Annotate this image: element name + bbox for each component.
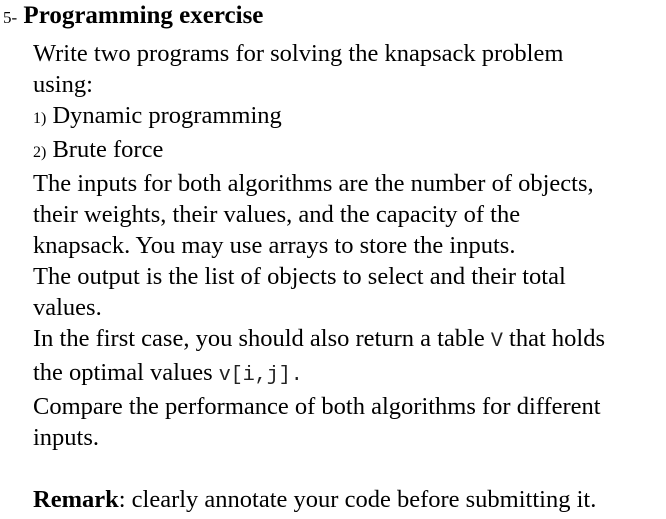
table-name-code: V (490, 330, 503, 353)
remark-line (33, 484, 666, 515)
compare-line-1: Compare the performance of both algorithms for different (33, 393, 601, 420)
cell-expression-code: v[i,j]. (218, 364, 303, 387)
method-label: Dynamic programming (52, 102, 282, 129)
table-text-tail: that holds (502, 325, 605, 352)
table-line-2 (33, 357, 666, 391)
compare-line-2: inputs. (33, 424, 100, 451)
intro-line-2: using: (33, 71, 93, 98)
remark-label: Remark (33, 486, 119, 513)
paragraph-spacer (33, 453, 666, 484)
inputs-line-1: The inputs for both algorithms are the number of objects, (33, 170, 594, 197)
exercise-body (33, 38, 666, 515)
method-label: Brute force (52, 136, 164, 163)
output-line-1: The output is the list of objects to select and their total (33, 263, 566, 290)
method-item-2 (33, 134, 666, 168)
exercise-title: Programming exercise (23, 2, 264, 29)
table-line-1 (33, 323, 666, 357)
exercise-heading (3, 1, 263, 33)
method-number: 1) (33, 110, 47, 127)
optimal-values-text: the optimal values (33, 359, 219, 386)
table-text: In the first case, you should also return a table (33, 325, 491, 352)
output-line-2: values. (33, 294, 102, 321)
method-number: 2) (33, 144, 47, 161)
intro-line-1: Write two programs for solving the knapsack problem (33, 40, 564, 67)
remark-text: : clearly annotate your code before submitting it. (118, 486, 597, 513)
exercise-number: 5- (3, 8, 18, 27)
method-item-1 (33, 100, 666, 134)
inputs-line-3: knapsack. You may use arrays to store the inputs. (33, 232, 516, 259)
inputs-line-2: their weights, their values, and the capacity of the (33, 201, 521, 228)
